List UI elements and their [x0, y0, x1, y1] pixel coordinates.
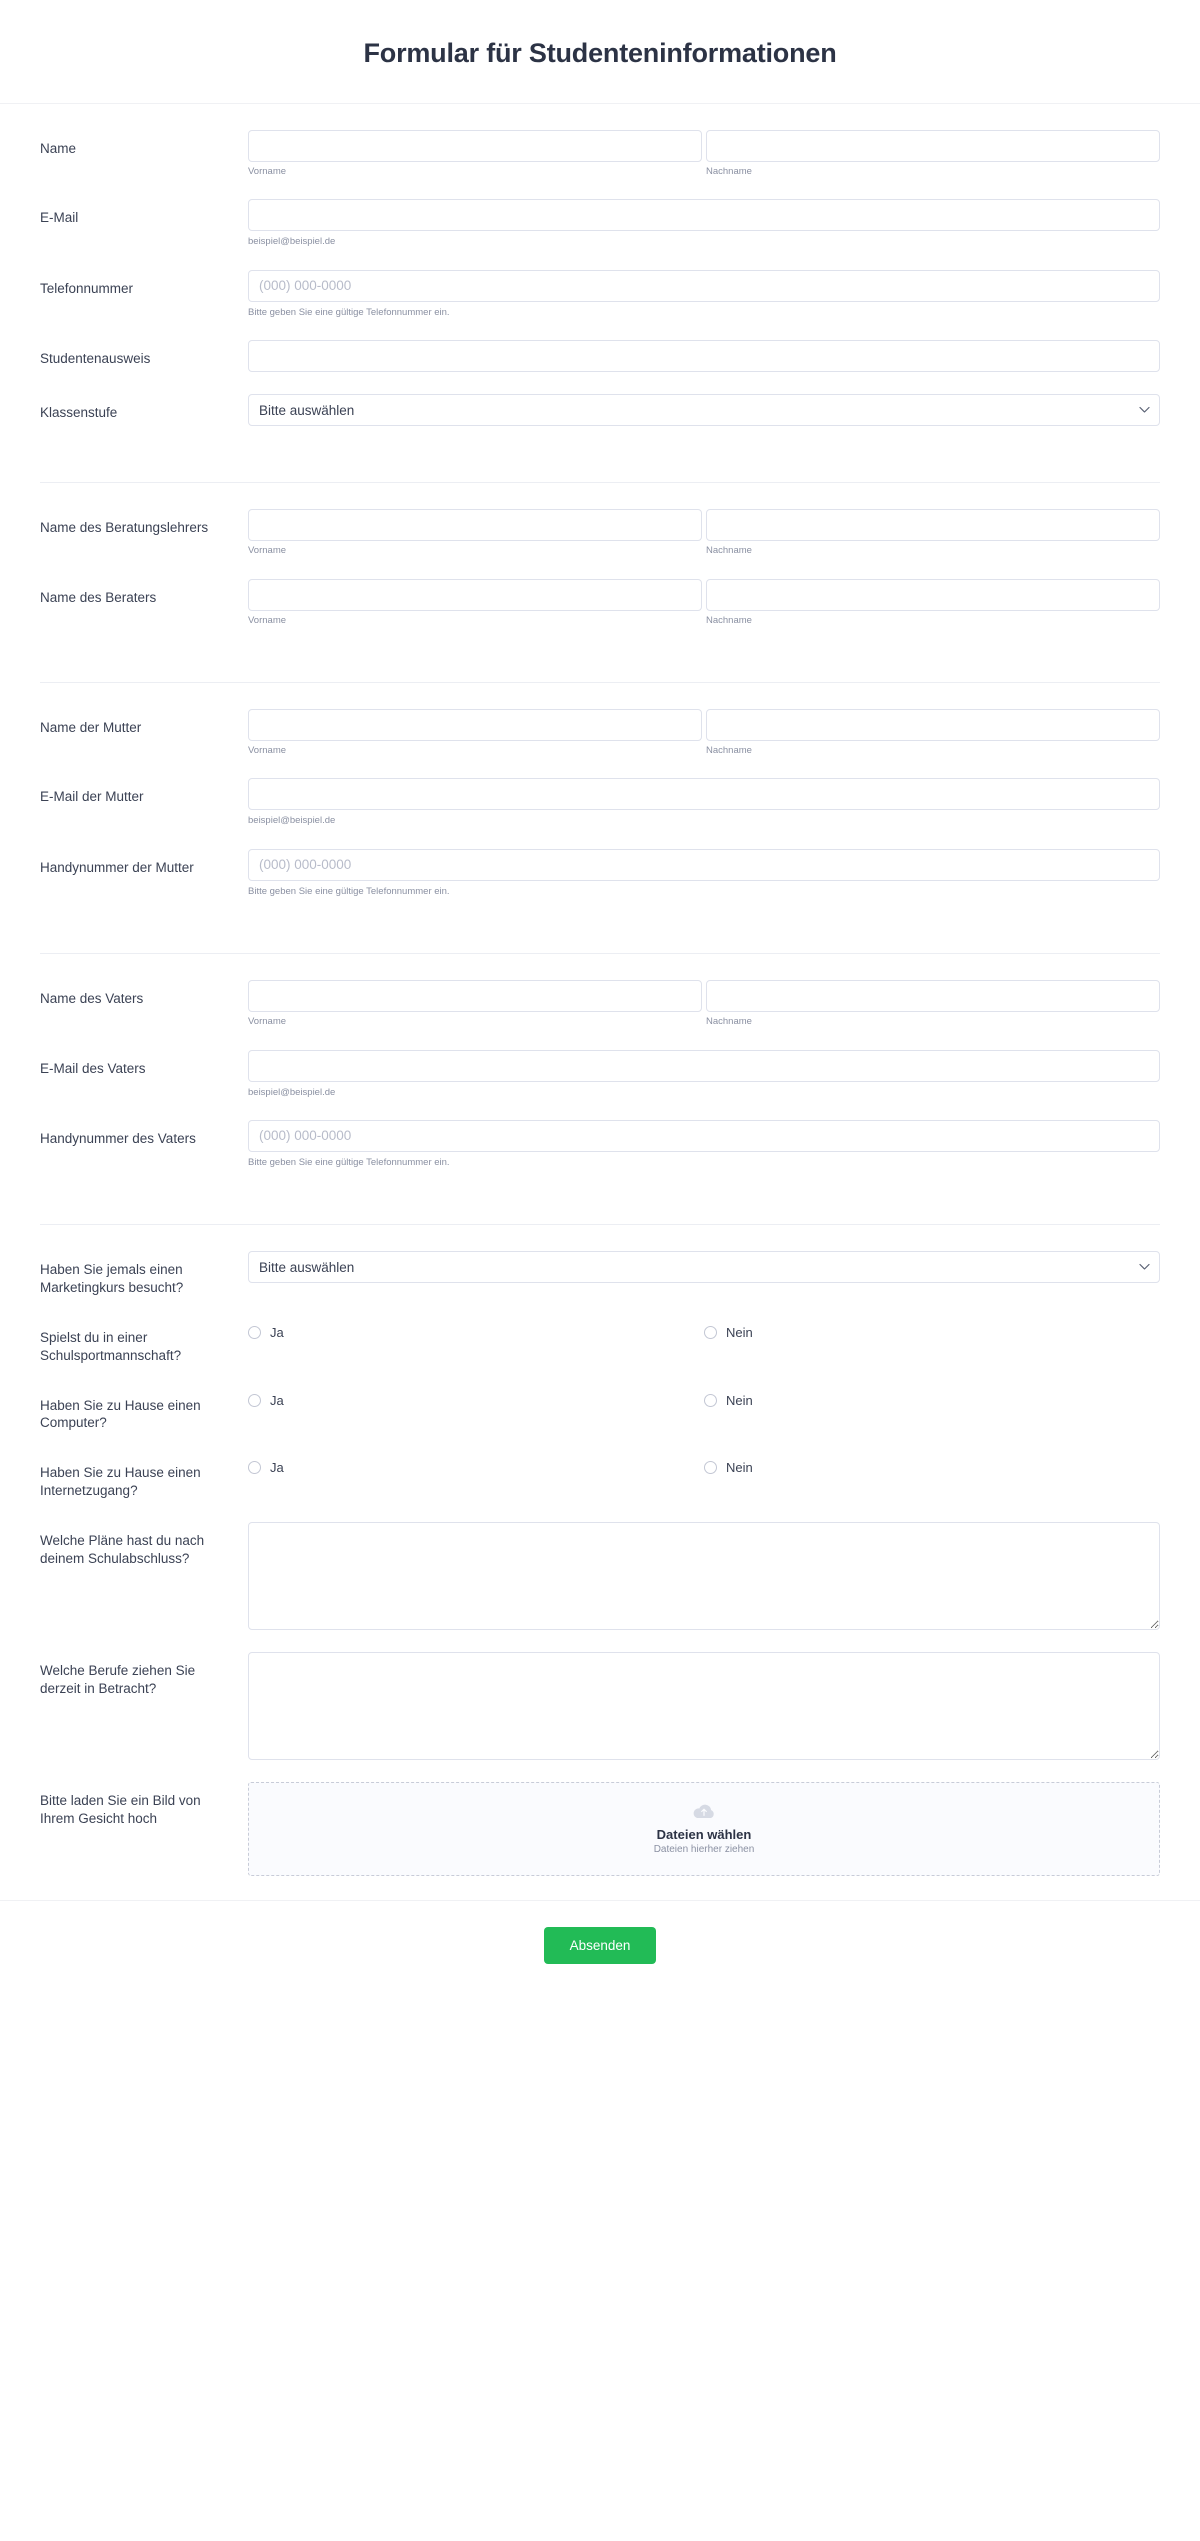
control-counselor-teacher-name — [248, 509, 1160, 556]
label-father-name: Name des Vaters — [40, 991, 144, 1007]
control-father-name — [248, 980, 1160, 1027]
label-internet-access: Haben Sie zu Hause einen Internetzugang? — [40, 1465, 201, 1498]
control-plans-after-graduation — [248, 1522, 1160, 1630]
field-row-grade-level — [0, 394, 1200, 426]
sports-team-radio-group — [248, 1319, 1160, 1340]
control-mother-phone — [248, 849, 1160, 897]
radio-circle-icon[interactable] — [248, 1394, 261, 1407]
label-student-id: Studentenausweis — [40, 351, 151, 367]
label-father-email: E-Mail des Vaters — [40, 1060, 146, 1076]
counselor-teacher-last-input[interactable] — [706, 509, 1160, 541]
radio-circle-icon[interactable] — [704, 1394, 717, 1407]
mother-phone-hint: Bitte geben Sie eine gültige Telefonnummer ein. — [248, 885, 450, 897]
field-row-email — [0, 199, 1200, 247]
label-mother-name: Name der Mutter — [40, 719, 142, 735]
father-first-sublabel: Vorname — [248, 1016, 287, 1028]
name-first-sublabel: Vorname — [248, 166, 287, 177]
label-home-computer: Haben Sie zu Hause einen Computer? — [40, 1397, 201, 1431]
field-row-internet-access — [0, 1454, 1200, 1500]
grade-level-select[interactable] — [248, 394, 1160, 426]
home-computer-no-label: Nein — [726, 1392, 753, 1408]
field-row-counselor-teacher-name — [0, 509, 1200, 556]
father-last-sublabel: Nachname — [706, 1016, 752, 1028]
spacer — [0, 648, 1200, 668]
control-careers-considering — [248, 1652, 1160, 1760]
label-counselor-teacher-name: Name des Beratungslehrers — [40, 520, 209, 536]
field-row-mother-phone — [0, 849, 1200, 897]
field-row-face-photo-upload — [0, 1782, 1200, 1876]
marketing-course-select[interactable] — [248, 1251, 1160, 1283]
field-row-student-id — [0, 340, 1200, 372]
careers-considering-textarea[interactable] — [248, 1652, 1160, 1760]
control-father-email — [248, 1050, 1160, 1098]
advisor-first-sublabel: Vorname — [248, 614, 287, 626]
field-row-father-phone — [0, 1120, 1200, 1168]
control-student-id — [248, 340, 1160, 372]
name-last-input[interactable] — [706, 130, 1160, 162]
mother-last-input[interactable] — [706, 709, 1160, 741]
name-last-sublabel: Nachname — [706, 166, 752, 177]
internet-access-yes-label: Ja — [270, 1460, 284, 1476]
field-row-phone — [0, 270, 1200, 318]
control-face-photo-upload — [248, 1782, 1160, 1876]
radio-circle-icon[interactable] — [248, 1461, 261, 1474]
section-divider-3 — [40, 953, 1160, 954]
control-mother-name — [248, 709, 1160, 756]
counselor-teacher-first-input[interactable] — [248, 509, 702, 541]
counselor-teacher-first-sublabel: Vorname — [248, 545, 287, 557]
phone-input[interactable] — [248, 270, 1160, 302]
field-row-mother-name — [0, 709, 1200, 756]
radio-circle-icon[interactable] — [704, 1326, 717, 1339]
label-marketing-course: Haben Sie jemals einen Marketingkurs besucht? — [40, 1262, 184, 1296]
internet-access-no-label: Nein — [726, 1460, 753, 1476]
control-grade-level — [248, 394, 1160, 426]
mother-email-hint: beispiel@beispiel.de — [248, 815, 336, 827]
label-sports-team: Spielst du in einer Schulsportmannschaft? — [40, 1329, 182, 1363]
name-first-input[interactable] — [248, 130, 702, 162]
label-mother-phone: Handynummer der Mutter — [40, 859, 194, 875]
label-careers-considering: Welche Berufe ziehen Sie derzeit in Betracht? — [40, 1662, 196, 1696]
internet-access-radio-no[interactable] — [704, 1460, 1160, 1475]
spacer — [0, 919, 1200, 939]
sports-team-radio-yes[interactable] — [248, 1325, 704, 1340]
control-marketing-course — [248, 1251, 1160, 1283]
section-divider-1 — [40, 482, 1160, 483]
control-advisor-name — [248, 579, 1160, 626]
advisor-last-input[interactable] — [706, 579, 1160, 611]
label-mother-email: E-Mail der Mutter — [40, 789, 144, 805]
file-upload-main-label[interactable]: Dateien wählen — [656, 1826, 752, 1842]
file-upload-sub-label: Dateien hierher ziehen — [653, 1843, 755, 1855]
father-email-hint: beispiel@beispiel.de — [248, 1086, 336, 1098]
cloud-upload-icon — [692, 1803, 716, 1821]
spacer — [0, 1190, 1200, 1210]
internet-access-radio-yes[interactable] — [248, 1460, 704, 1475]
page-title: Formular für Studenteninformationen — [363, 38, 837, 68]
label-email: E-Mail — [40, 210, 79, 226]
home-computer-radio-no[interactable] — [704, 1393, 1160, 1408]
control-home-computer — [248, 1387, 1160, 1408]
father-phone-input[interactable] — [248, 1120, 1160, 1152]
field-row-plans-after-graduation — [0, 1522, 1200, 1630]
field-row-father-name — [0, 980, 1200, 1027]
mother-phone-input[interactable] — [248, 849, 1160, 881]
plans-after-graduation-textarea[interactable] — [248, 1522, 1160, 1630]
field-row-home-computer — [0, 1387, 1200, 1433]
control-phone — [248, 270, 1160, 318]
field-row-careers-considering — [0, 1652, 1200, 1760]
father-email-input[interactable] — [248, 1050, 1160, 1082]
radio-circle-icon[interactable] — [704, 1461, 717, 1474]
counselor-teacher-last-sublabel: Nachname — [706, 545, 752, 557]
control-mother-email — [248, 778, 1160, 826]
form-footer — [0, 1900, 1200, 2004]
advisor-first-input[interactable] — [248, 579, 702, 611]
home-computer-radio-yes[interactable] — [248, 1393, 704, 1408]
email-hint: beispiel@beispiel.de — [248, 236, 336, 248]
label-grade-level: Klassenstufe — [40, 405, 118, 421]
label-father-phone: Handynummer des Vaters — [40, 1130, 196, 1146]
internet-access-radio-group — [248, 1454, 1160, 1475]
field-row-advisor-name — [0, 579, 1200, 626]
submit-button[interactable]: Absenden — [544, 1927, 657, 1964]
field-row-name — [0, 130, 1200, 177]
control-father-phone — [248, 1120, 1160, 1168]
advisor-last-sublabel: Nachname — [706, 614, 752, 626]
email-input[interactable] — [248, 199, 1160, 231]
control-email — [248, 199, 1160, 247]
field-row-father-email — [0, 1050, 1200, 1098]
field-row-mother-email — [0, 778, 1200, 826]
form-body — [0, 104, 1200, 1876]
sports-team-yes-label: Ja — [270, 1324, 284, 1340]
label-face-photo-upload: Bitte laden Sie ein Bild von Ihrem Gesicht hoch — [40, 1792, 201, 1826]
radio-circle-icon[interactable] — [248, 1326, 261, 1339]
section-divider-4 — [40, 1224, 1160, 1225]
label-advisor-name: Name des Beraters — [40, 589, 157, 605]
control-name — [248, 130, 1160, 177]
spacer — [0, 448, 1200, 468]
mother-email-input[interactable] — [248, 778, 1160, 810]
field-row-marketing-course — [0, 1251, 1200, 1297]
father-last-input[interactable] — [706, 980, 1160, 1012]
label-plans-after-graduation: Welche Pläne hast du nach deinem Schulabschluss? — [40, 1532, 205, 1566]
control-sports-team — [248, 1319, 1160, 1340]
student-id-input[interactable] — [248, 340, 1160, 372]
phone-hint: Bitte geben Sie eine gültige Telefonnummer ein. — [248, 306, 450, 318]
home-computer-radio-group — [248, 1387, 1160, 1408]
section-divider-2 — [40, 682, 1160, 683]
file-upload-dropzone[interactable] — [248, 1782, 1160, 1876]
mother-last-sublabel: Nachname — [706, 744, 752, 756]
sports-team-no-label: Nein — [726, 1324, 753, 1340]
label-name: Name — [40, 141, 77, 156]
father-first-input[interactable] — [248, 980, 702, 1012]
field-row-sports-team — [0, 1319, 1200, 1365]
father-phone-hint: Bitte geben Sie eine gültige Telefonnummer ein. — [248, 1156, 450, 1168]
sports-team-radio-no[interactable] — [704, 1325, 1160, 1340]
home-computer-yes-label: Ja — [270, 1392, 284, 1408]
label-phone: Telefonnummer — [40, 280, 134, 296]
form-header — [0, 0, 1200, 104]
control-internet-access — [248, 1454, 1160, 1475]
mother-first-input[interactable] — [248, 709, 702, 741]
mother-first-sublabel: Vorname — [248, 744, 287, 756]
